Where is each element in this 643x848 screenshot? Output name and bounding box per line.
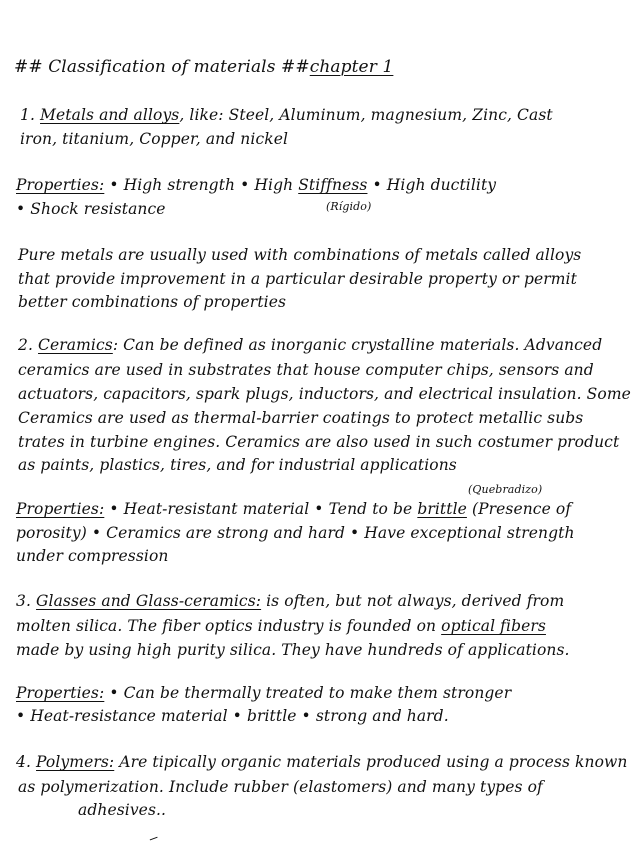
section3-props-line2: • Heat-resistance material • brittle • strong and hard. (16, 707, 449, 725)
section2-line3: actuators, capacitors, spark plugs, inductors, and electrical insulation. Some (18, 385, 631, 403)
section4-line3: adhesives.. (78, 801, 167, 819)
pen-mark (150, 837, 159, 843)
chapter-label: chapter 1 (309, 57, 394, 77)
section3-optical-fibers: optical fibers (441, 617, 546, 635)
section1-para-line1: Pure metals are usually used with combinations of metals called alloys (18, 246, 582, 264)
section2-quebradizo-note: (Quebradizo) (468, 483, 543, 496)
section1-properties-line1 (16, 176, 496, 194)
section1-stiffness: Stiffness (298, 176, 368, 194)
section3-props-line1: • Can be thermally treated to make them stronger (109, 684, 512, 702)
section2-heading: Ceramics (38, 336, 113, 354)
section2-number: 2. (18, 336, 33, 354)
section2-properties-line1 (16, 500, 571, 518)
section1-rigido-note: (Rígido) (326, 200, 372, 213)
section1-props-a: • High strength • High (109, 176, 294, 194)
section3-heading: Glasses and Glass-ceramics: (36, 592, 262, 610)
section2-brittle: brittle (417, 500, 467, 518)
section3-properties-label: Properties: (16, 684, 105, 702)
section2-props-line2: porosity) • Ceramics are strong and hard • Have exceptional strength (16, 524, 575, 542)
section4-heading: Polymers: (36, 753, 115, 771)
section3-heading-line (16, 592, 564, 610)
section2-line2: ceramics are used in substrates that house computer chips, sensors and (18, 361, 594, 379)
section2-properties-label: Properties: (16, 500, 105, 518)
section3-number: 3. (16, 592, 31, 610)
section3-line2 (16, 617, 546, 635)
page-title (14, 58, 393, 76)
section2-line5: trates in turbine engines. Ceramics are also used in such costumer product (18, 433, 620, 451)
section2-props-a: • Heat-resistant material • Tend to be (109, 500, 413, 518)
section4-line1: Are tipically organic materials produced using a process known (119, 753, 628, 771)
section1-para-line3: better combinations of properties (18, 293, 287, 311)
section1-props-line2: • Shock resistance (16, 200, 166, 218)
section1-line2: iron, titanium, Copper, and nickel (20, 130, 289, 148)
section1-heading: Metals and alloys (40, 106, 180, 124)
section2-line6: as paints, plastics, tires, and for industrial applications (18, 456, 457, 474)
section2-heading-line (18, 336, 602, 354)
section3-line1: is often, but not always, derived from (266, 592, 565, 610)
section2-props-b: (Presence of (471, 500, 572, 518)
section3-line2-text: molten silica. The fiber optics industry is founded on (16, 617, 437, 635)
section2-line4: Ceramics are used as thermal-barrier coatings to protect metallic subs (18, 409, 584, 427)
section4-heading-line (16, 753, 627, 771)
title-text: ## Classification of materials ## (14, 57, 310, 77)
section1-number: 1. (20, 106, 35, 124)
section2-props-line3: under compression (16, 547, 169, 565)
section1-heading-line (20, 106, 553, 124)
section1-para-line2: that provide improvement in a particular desirable property or permit (18, 270, 577, 288)
section2-line1: : Can be defined as inorganic crystalline materials. Advanced (112, 336, 603, 354)
section1-properties-label: Properties: (16, 176, 105, 194)
section1-props-b: • High ductility (372, 176, 497, 194)
section1-line1: , like: Steel, Aluminum, magnesium, Zinc, Cast (179, 106, 553, 124)
section4-line2: as polymerization. Include rubber (elastomers) and many types of (18, 778, 543, 796)
section4-number: 4. (16, 753, 31, 771)
section3-line3: made by using high purity silica. They have hundreds of applications. (16, 641, 570, 659)
section3-properties-line1 (16, 684, 511, 702)
